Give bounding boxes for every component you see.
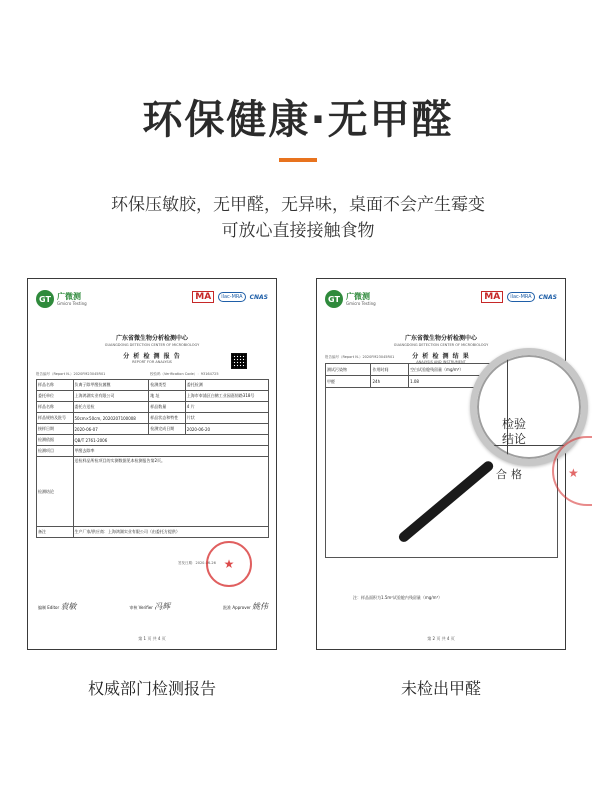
qr-code-icon — [231, 353, 247, 369]
table-row: 甲醛 24h 1.08 — [326, 376, 558, 388]
magnified-label: 检验 结论 — [502, 417, 527, 446]
logo-sub: Gmicro Testing — [346, 300, 376, 306]
report-title-en: REPORT FOR ANALYSIS — [132, 360, 172, 364]
table-row: 检测项目 甲醛去除率 — [37, 446, 269, 457]
caption-left: 权威部门检测报告 — [87, 679, 216, 698]
verification-code: 校验码（Verification Code）：93164725 — [150, 372, 219, 376]
table-row: 样品名称 委托方送检 样品数量 4 片 — [37, 402, 269, 413]
ilac-mark: ilac-MRA — [507, 292, 534, 302]
report-number: 报告编号（Report N.）2020FM23045R01 — [36, 372, 106, 376]
table-row: 检测依据 QB/T 2761-2006 — [37, 435, 269, 446]
page-number: 第 1 页 共 4 页 — [138, 636, 166, 641]
official-seal-icon: ★ — [552, 436, 592, 506]
table-row: 委托单位 上海鸿湖实业有限公司 地 址 上海市奉浦区白鹤工业园嘉韧路318号 — [37, 391, 269, 402]
signature-row — [38, 601, 268, 612]
logo-sub: Gmicro Testing — [57, 300, 87, 306]
result-title: 分 析 检 测 结 果 — [412, 353, 470, 360]
gmicro-logo-icon: GT — [325, 290, 343, 308]
subheadline-1: 环保压敏胶，无甲醛，无异味，桌面不会产生霉变 — [111, 195, 485, 215]
table-row: 样品规格及批号 50cm×50cm, 2020207100008 样品状态和特性 片状 — [37, 413, 269, 424]
table-row: 测试污染物 作用时间 空白试验舱残留量（mg/m³） — [326, 364, 558, 376]
approver-signature: 批准 Approver 姚伟 — [223, 602, 268, 611]
issue-date: 签发日期：2020-06-26 — [178, 561, 216, 565]
gmicro-logo — [36, 290, 87, 308]
gmicro-logo — [325, 290, 376, 308]
subheadline-2: 可放心直接接触食物 — [221, 221, 375, 241]
cnas-mark: CNAS — [249, 293, 268, 301]
table-row: 样品名称 负离子除甲醛抗菌膜 检测类型 委托检测 — [37, 380, 269, 391]
test-report-document — [27, 278, 277, 650]
logo-text: 广微测 — [346, 291, 370, 301]
report-number: 报告编号（Report N.）2020FM23045R01 — [325, 355, 395, 359]
ilac-mark: ilac-MRA — [218, 292, 245, 302]
caption-right: 未检出甲醛 — [400, 679, 481, 698]
table-row: 检测结论 送检样品所检项目的实测数据见本检测报告第2页。 — [37, 457, 269, 527]
cnas-mark: CNAS — [538, 293, 557, 301]
report-title: 分 析 检 测 报 告 — [123, 353, 181, 360]
org-name: 广东省微生物分析检测中心 — [115, 335, 188, 342]
report-table — [36, 379, 269, 538]
table-row: 备注 生产厂家/供应商：上海鸿湖实业有限公司（由委托方提供） — [37, 527, 269, 538]
page-number: 第 2 页 共 4 页 — [427, 636, 455, 641]
logo-text: 广微测 — [57, 291, 81, 301]
official-seal-icon: ★ — [206, 541, 252, 587]
gmicro-logo-icon: GT — [36, 290, 54, 308]
certification-marks — [192, 291, 268, 303]
result-verdict: 合格 — [496, 468, 526, 481]
verifier-signature: 审核 Verifier 冯辉 — [129, 602, 171, 611]
org-name-en: GUANGDONG DETECTION CENTER OF MICROBIOLOGY — [393, 343, 489, 347]
table-row: 接样日期 2020-06-07 检测完成日期 2020-06-20 — [37, 424, 269, 435]
org-name-en: GUANGDONG DETECTION CENTER OF MICROBIOLOGY — [104, 343, 200, 347]
result-title-en: ANALYSIS AND INSTRUMENT — [416, 360, 466, 364]
accent-bar — [279, 158, 317, 162]
headline: 环保健康·无甲醛 — [142, 97, 454, 143]
editor-signature: 编制 Editor 袁敏 — [38, 602, 77, 611]
cma-mark: MA — [481, 291, 503, 303]
certification-marks — [481, 291, 557, 303]
result-note: 注：样品面积为1.5m²试验舱内残留量（mg/m³） — [353, 595, 443, 600]
cma-mark: MA — [192, 291, 214, 303]
org-name: 广东省微生物分析检测中心 — [404, 335, 477, 342]
